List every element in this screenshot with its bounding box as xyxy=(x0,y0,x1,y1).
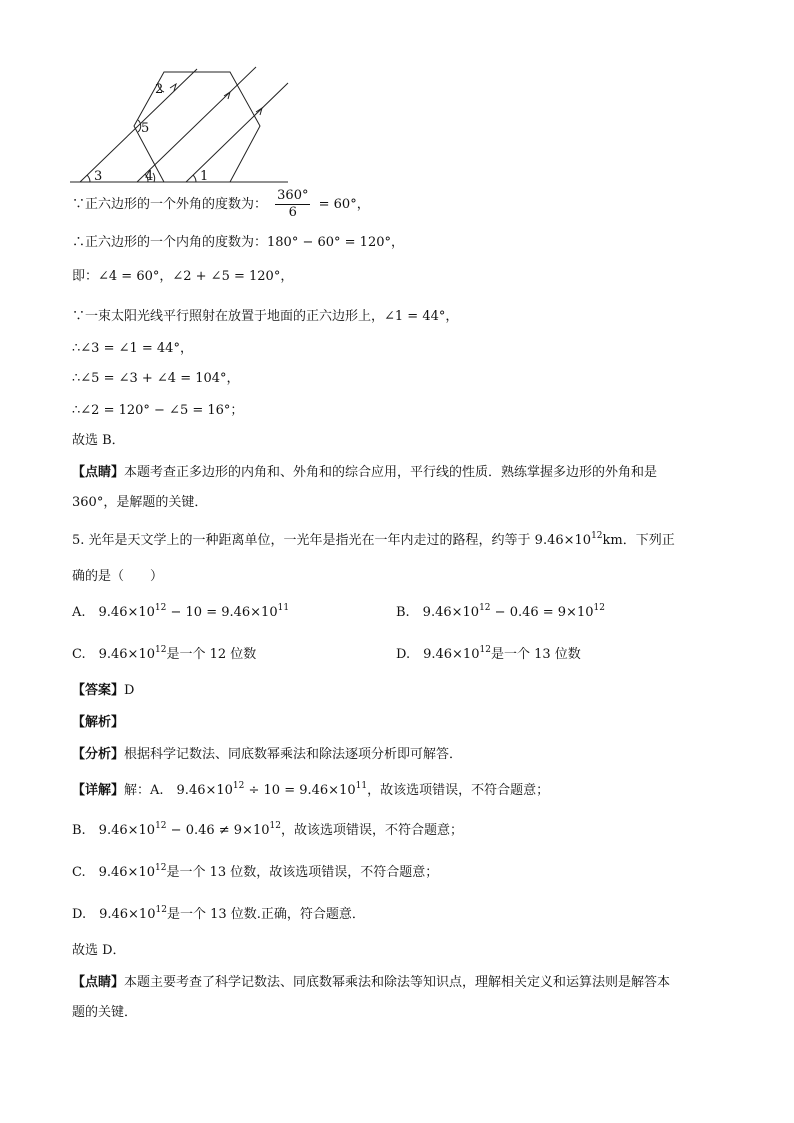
q5-detail-d: D. $9.46\times 10^{12}$是一个 13 位数.正确，符合题意． xyxy=(72,905,365,922)
q5-detail-a: 【详解】解：A. $9.46\times 10^{12} \div 10 = 9.46\times 10^{11}$，故该选项错误，不符合题意； xyxy=(72,781,550,798)
hexagon-figure xyxy=(66,60,306,190)
angle-arc-3 xyxy=(87,175,90,182)
solution-choose: 故选 B． xyxy=(72,433,125,448)
fraction: $\frac{360^\circ}{6}$ xyxy=(277,188,309,220)
angle-label-3: 3 xyxy=(94,169,103,184)
q5-fenxi: 【分析】根据科学记数法、同底数幂乘法和除法逐项分析即可解答． xyxy=(72,747,463,762)
solution-line-1: ∵正六边形的一个外角的度数为： $\frac{360^\circ}{6}$ = 60°， xyxy=(72,188,370,220)
solution-line-3: 即：∠4 = 60°，∠2 + ∠5 = 120°， xyxy=(72,269,294,284)
angle-label-4: 4 xyxy=(145,169,154,184)
q5-answer: 【答案】D xyxy=(72,683,135,698)
solution-line-7: ∴∠2 = 120° − ∠5 = 16°； xyxy=(72,403,244,418)
q5-analysis-tag: 【解析】 xyxy=(72,715,125,730)
q5-option-d: D. $9.46\times 10^{12}$是一个 13 位数 xyxy=(396,645,581,662)
angle-arc-1 xyxy=(193,175,196,182)
q5-detail-c: C. $9.46\times 10^{12}$是一个 13 位数，故该选项错误，不符合题意； xyxy=(72,863,439,880)
solution-line-2: ∴正六边形的一个内角的度数为：180° − 60° = 120°， xyxy=(72,235,404,250)
q5-option-c: C. $9.46\times 10^{12}$是一个 12 位数 xyxy=(72,645,257,662)
solution-line-6: ∴∠5 = ∠3 + ∠4 = 104°， xyxy=(72,371,240,386)
q5-stem-2: 确的是（ ） xyxy=(72,569,164,584)
sun-ray-1 xyxy=(186,83,288,182)
q5-choose: 故选 D． xyxy=(72,943,126,958)
solution-comment: 【点睛】本题考查正多边形的内角和、外角和的综合应用，平行线的性质．熟练掌握多边形的外角和是 xyxy=(72,465,658,480)
q5-option-a: A. $9.46\times 10^{12} - 10 = 9.46\times 10^{11}$ xyxy=(72,603,290,620)
angle-label-1: 1 xyxy=(200,169,209,184)
q5-comment-2: 题的关键． xyxy=(72,1005,138,1020)
q5-stem: 5. 光年是天文学上的一种距离单位，一光年是指光在一年内走过的路程，约等于 $9.46\times 10^{12}km$．下列正 xyxy=(72,531,675,548)
solution-line-4: ∵一束太阳光线平行照射在放置于地面的正六边形上，∠1 = 44°， xyxy=(72,309,459,324)
angle-label-5: 5 xyxy=(141,121,150,136)
hexagon-shape xyxy=(134,72,260,182)
angle-label-2: 2 xyxy=(155,82,164,97)
solution-line-5: ∴∠3 = ∠1 = 44°， xyxy=(72,341,193,356)
sun-ray-3 xyxy=(80,69,197,182)
solution-comment-2: 360°，是解题的关键． xyxy=(72,495,208,510)
q5-option-b: B. $9.46\times 10^{12} - 0.46 = 9\times 10^{12}$ xyxy=(396,603,605,620)
q5-detail-b: B. $9.46\times 10^{12} - 0.46 \ne 9\times 10^{12}$，故该选项错误，不符合题意； xyxy=(72,821,463,838)
q5-comment: 【点睛】本题主要考查了科学记数法、同底数幂乘法和除法等知识点，理解相关定义和运算法则是解答本 xyxy=(72,975,671,990)
